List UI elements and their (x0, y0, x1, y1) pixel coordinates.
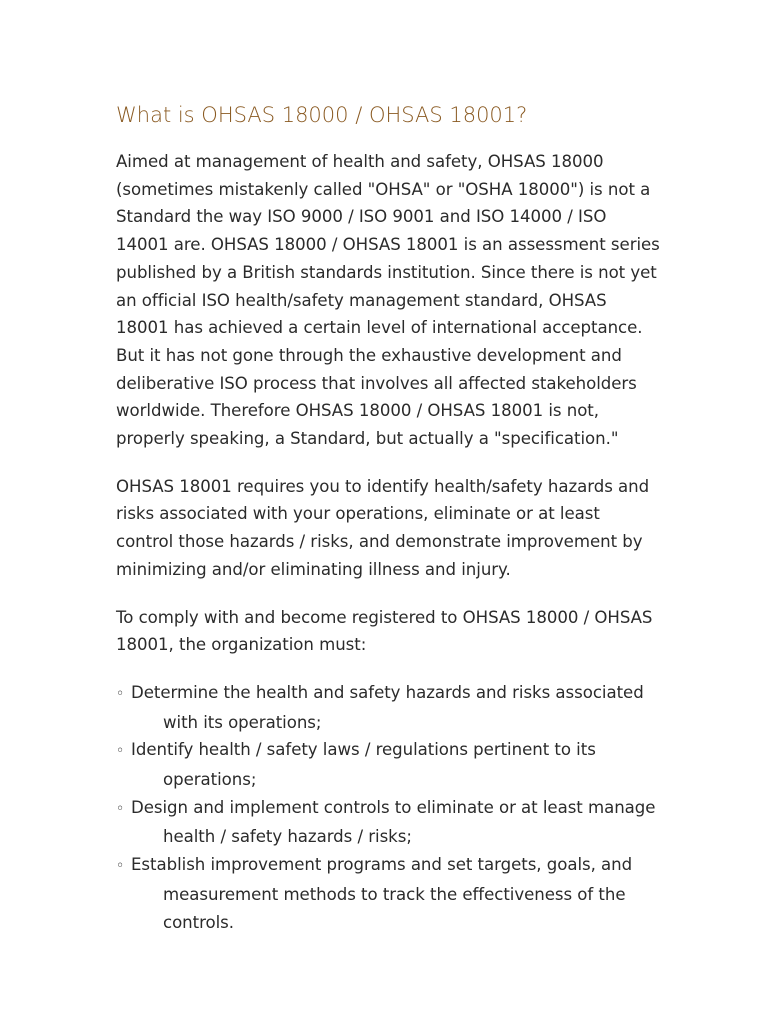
list-item-text: Design and implement controls to eliminate or at least manage health / safety hazards / risks; (131, 797, 656, 847)
bullet-circle-icon: ◦ (116, 743, 125, 760)
paragraph-requirements: OHSAS 18001 requires you to identify health/safety hazards and risks associated with your operations, eliminate or at least control those hazards / risks, and demonstrate improvement by minimizing and/or eliminating illness and injury. (116, 476, 650, 579)
list-item (116, 736, 661, 793)
page-title: What is OHSAS 18000 / OHSAS 18001? (116, 103, 528, 127)
paragraph-intro: Aimed at management of health and safety, OHSAS 18000 (sometimes mistakenly called "OHSA" or "OSHA 18000") is not a Standard the way ISO 9000 / ISO 9001 and ISO 14000 / ISO 14001 are. OHSAS 18000 / OHSAS 18001 is an assessment series published by a British standards institution. Since there is not yet an official ISO health/safety management standard, OHSAS 18001 has achieved a certain level of international acceptance. But it has not gone through the exhaustive development and deliberative ISO process that involves all affected stakeholders worldwide. Therefore OHSAS 18000 / OHSAS 18001 is not, properly speaking, a Standard, but actually a "specification." (116, 152, 660, 449)
bullet-circle-icon: ◦ (116, 800, 125, 817)
list-item-text: Determine the health and safety hazards and risks associated with its operations; (131, 682, 644, 732)
paragraph-compliance: To comply with and become registered to OHSAS 18000 / OHSAS 18001, the organization must: (116, 607, 653, 655)
list-item-text: Establish improvement programs and set targets, goals, and measurement methods to track the effectiveness of the controls. (131, 855, 633, 932)
list-item (116, 679, 661, 736)
requirements-list (116, 679, 661, 936)
document-page (116, 100, 661, 936)
bullet-circle-icon: ◦ (116, 685, 125, 702)
list-item-text: Identify health / safety laws / regulations pertinent to its operations; (131, 740, 596, 790)
list-item (116, 794, 661, 851)
list-item (116, 851, 661, 936)
bullet-circle-icon: ◦ (116, 858, 125, 875)
